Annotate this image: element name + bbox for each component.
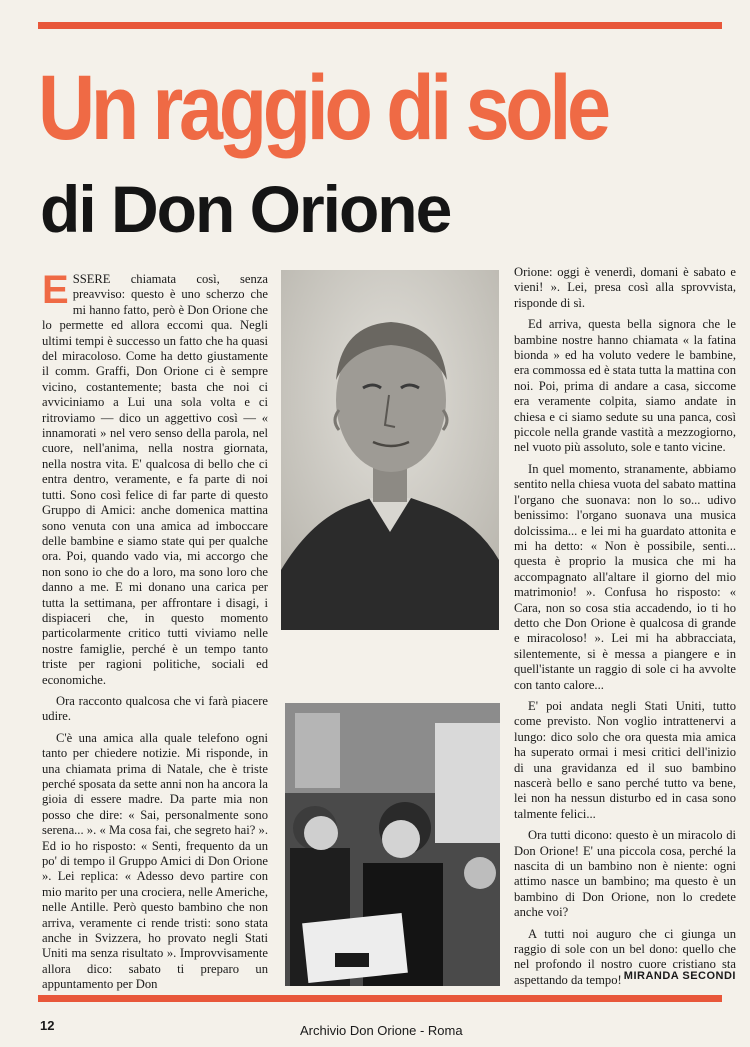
author-signature: MIRANDA SECONDI	[623, 970, 736, 982]
portrait-photo-don-orione	[281, 270, 499, 630]
paragraph: Orione: oggi è venerdì, domani è sabato e vieni! ». Lei, presa così alla sprovvista, risponde di sì.	[514, 265, 736, 310]
article-column-right	[514, 265, 736, 994]
page-number: 12	[40, 1018, 55, 1033]
paragraph: E' poi andata negli Stati Uniti, tutto come previsto. Non voglio intrattenervi a lungo: dico solo che ora questa mia amica ha superato ormai i mesi critici dell'inizio di una gravidanza ed il suo bambino nascerà bello e sano perché tutto va bene, lei non ha nessun disturbo ed in casa sono talmente felici...	[514, 698, 736, 821]
paragraph: Ora racconto qualcosa che vi farà piacere udire.	[42, 693, 268, 724]
article-subtitle: di Don Orione	[40, 172, 451, 246]
paragraph: Ed arriva, questa bella signora che le bambine nostre hanno chiamata « la fatina bionda » ed ha voluto vedere le bambine, era commossa ed è stata tutta la mattina con noi. Poi, prima di andare a casa, siccome era veramente colpita, siamo andate in chiesa e ci siamo sedute su una panca, così piccole nella grande vastità a mezzogiorno, nel vuoto più assoluto, sole e tanto vicine.	[514, 317, 736, 455]
paragraph	[42, 268, 268, 688]
paragraph: Ora tutti dicono: questo è un miracolo di Don Orione! E' una piccola cosa, perché la nascita di un bambino non è niente: ogni attimo nasce un bambino; ma questo è un bambino di Don Orione, non lo credete anche voi?	[514, 828, 736, 920]
article-title: Un raggio di sole	[38, 57, 607, 159]
article-column-left	[42, 268, 268, 999]
paragraph: A tutti noi auguro che ci giunga un raggio di sole con un bel dono: quello che nel profondo il nostro cuore cristiano sta aspettando da tempo!	[514, 926, 736, 987]
drop-cap: E	[42, 268, 69, 312]
paragraph-text: SSERE chiamata così, senza preavviso: questo è uno scherzo che mi hanno fatto, però è Don Orione che lo permette ed allora eccomi qua. Negli ultimi tempi è successo un fatto che ha quasi del miracoloso. Come ha detto giustamente il comm. Graffi, Don Orione ci è sempre vicino, costantemente; basta che noi ci avviciniamo a Lui una sola volta e ci ritroviamo — dico un aggettivo così — « innamorati » nel vero senso della parola, nel cuore, nell'anima, nella nostra giornata, nella nostra vita. E' qualcosa di bello che ci entra dentro, veramente, e fa parte di noi tutti. Sono così felice di far parte di questo Gruppo di Amici: anche domenica mattina sono venuta con una amica ad imboccare delle bambine e siamo state qui per qualche ora. Poi, quando vado via, mi accorgo che non sono io che do a loro, ma sono loro che danno a me. E mi donano una carica per tutta la settimana, per affrontare i disagi, i dispiaceri che, in questo momento particolarmente critico tutti viviamo nelle nostre famiglie, perché è un tempo tanto triste per ragioni politiche, sociali ed economiche.	[42, 272, 268, 687]
paragraph: C'è una amica alla quale telefono ogni tanto per chiedere notizie. Mi risponde, in una chiamata prima di Natale, che è triste perché sposata da sette anni non ha ancora la gioia di essere madre. Da parte mia non posso che dire: « Sai, personalmente sono serena... ». « Ma cosa fai, che segreto hai? ». Ed io ho risposto: « Senti, frequento da un po' di tempo il Gruppo Amici di Don Orione ». Lei replica: « Adesso devo partire con mio marito per una crociera, nelle Americhe, nelle Antille. Però questo bambino che non arriva, veramente ci rende tristi: sono stata anche in Svizzera, ho provato negli Stati Uniti ma senza risultato ». Improvvisamente allora dico: sabato ti preparo un appuntamento per Don	[42, 730, 268, 992]
top-rule	[38, 22, 722, 29]
paragraph: In quel momento, stranamente, abbiamo sentito nella chiesa vuota del sabato mattina l'organo che suonava: non lo so... udivo benissimo: l'organo suonava una musica dolcissima... e lei mi ha guardato attonita e mi ha detto: « Non è possibile, senti... questa è proprio la musica che mi ha accompagnato all'altare il giorno del mio matrimonio! ». Confusa ho risposto: « Cara, non so cosa stia accadendo, io ti ho detto che Don Orione è qualcosa di grande e miracoloso! ». Lei mi ha abbracciata, silentemente, si è messa a piangere e in quell'istante un raggio di sole ci ha avvolte con tanto calore...	[514, 461, 736, 692]
bottom-rule	[38, 995, 722, 1002]
group-photo-women-seated	[285, 703, 500, 986]
archive-caption: Archivio Don Orione - Roma	[300, 1023, 463, 1038]
